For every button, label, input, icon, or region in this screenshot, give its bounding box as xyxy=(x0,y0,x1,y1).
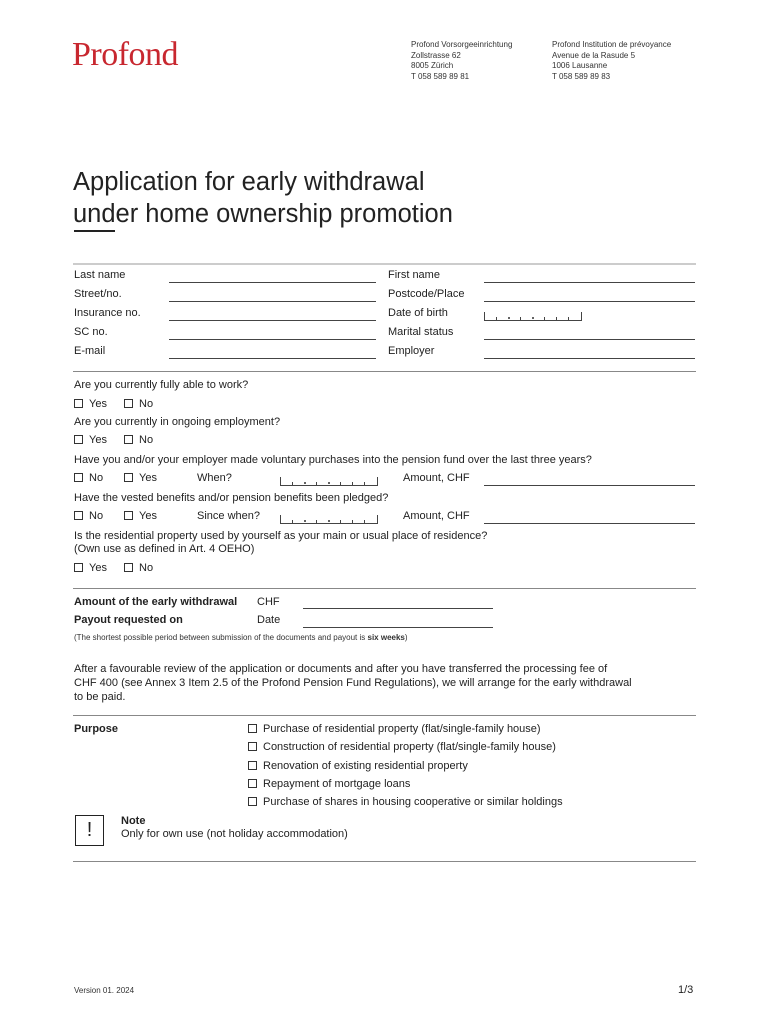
employer-label: Employer xyxy=(388,345,435,357)
note-title: Note xyxy=(121,815,146,827)
first-name-field[interactable] xyxy=(484,282,695,283)
checkbox-icon xyxy=(248,742,257,751)
employer-field[interactable] xyxy=(484,358,695,359)
purpose-option-checkbox[interactable] xyxy=(248,778,410,790)
purpose-option-checkbox[interactable] xyxy=(248,796,563,808)
pledge-date-field[interactable] xyxy=(280,515,378,524)
no-checkbox[interactable] xyxy=(124,562,153,574)
title-underline xyxy=(74,230,115,232)
address-de xyxy=(411,40,512,82)
question-voluntary-purchases: Have you and/or your employer made voluntary purchases into the pension fund over the last three years? xyxy=(74,454,592,466)
currency-label: CHF xyxy=(257,596,280,608)
address-line: Profond Institution de prévoyance xyxy=(552,40,672,49)
payout-note xyxy=(74,633,408,642)
pledge-amount-field[interactable] xyxy=(484,523,695,524)
option-label: No xyxy=(139,398,154,410)
option-label: No xyxy=(89,472,104,484)
title-line-1: Application for early withdrawal xyxy=(73,168,425,196)
payout-date-field[interactable] xyxy=(303,627,493,628)
date-of-birth-label: Date of birth xyxy=(388,307,448,319)
checkbox-icon xyxy=(124,511,133,520)
checkbox-icon xyxy=(248,797,257,806)
divider xyxy=(73,861,696,862)
option-label: Repayment of mortgage loans xyxy=(263,778,411,790)
version-label: Version 01. 2024 xyxy=(74,986,135,995)
option-label: Yes xyxy=(89,562,107,574)
option-label: Yes xyxy=(89,434,107,446)
option-label: Yes xyxy=(89,398,107,410)
option-label: No xyxy=(139,434,154,446)
postcode-label: Postcode/Place xyxy=(388,288,465,300)
address-line: 1006 Lausanne xyxy=(552,61,608,70)
postcode-field[interactable] xyxy=(484,301,695,302)
option-label: Purchase of shares in housing cooperative or similar holdings xyxy=(263,796,563,808)
note-text: (The shortest possible period between submission of the documents and payout is xyxy=(74,633,368,642)
purpose-option-checkbox[interactable] xyxy=(248,723,541,735)
sc-no-field[interactable] xyxy=(169,339,376,340)
page-number: 1/3 xyxy=(678,984,694,996)
checkbox-icon xyxy=(124,473,133,482)
amount-label: Amount, CHF xyxy=(403,472,470,484)
question-pledged: Have the vested benefits and/or pension benefits been pledged? xyxy=(74,492,389,504)
amount-label: Amount, CHF xyxy=(403,510,470,522)
option-label: Purchase of residential property (flat/single-family house) xyxy=(263,723,541,735)
email-label: E-mail xyxy=(74,345,106,357)
address-line: 8005 Zürich xyxy=(411,61,454,70)
address-line: Avenue de la Rasude 5 xyxy=(552,50,636,60)
note-emphasis: six weeks xyxy=(367,633,405,642)
processing-fee-paragraph xyxy=(74,662,632,704)
checkbox-icon xyxy=(248,779,257,788)
paragraph-line: to be paid. xyxy=(74,691,126,703)
option-label: No xyxy=(89,510,104,522)
withdrawal-amount-field[interactable] xyxy=(303,608,493,609)
purpose-label: Purpose xyxy=(74,723,119,735)
checkbox-icon xyxy=(124,435,133,444)
checkbox-icon xyxy=(124,563,133,572)
checkbox-icon xyxy=(74,563,83,572)
profond-logo: Profond xyxy=(72,36,179,73)
yes-checkbox[interactable] xyxy=(124,472,157,484)
paragraph-line: After a favourable review of the application or documents and after you have transferred the processing fee of xyxy=(74,663,608,675)
note-text: ) xyxy=(404,633,408,642)
no-checkbox[interactable] xyxy=(74,472,103,484)
option-label: Yes xyxy=(139,510,157,522)
marital-status-field[interactable] xyxy=(484,339,695,340)
purchase-date-field[interactable] xyxy=(280,477,378,486)
question-employment: Are you currently in ongoing employment? xyxy=(74,416,281,428)
insurance-no-field[interactable] xyxy=(169,320,376,321)
checkbox-icon xyxy=(124,399,133,408)
address-line: T 058 589 89 83 xyxy=(552,71,611,81)
divider xyxy=(73,588,696,589)
when-label: When? xyxy=(197,472,232,484)
since-when-label: Since when? xyxy=(197,510,260,522)
date-label: Date xyxy=(257,614,281,626)
paragraph-line: CHF 400 (see Annex 3 Item 2.5 of the Profond Pension Fund Regulations), we will arrange for the early withdrawal xyxy=(74,677,632,689)
option-label: Yes xyxy=(139,472,157,484)
no-checkbox[interactable] xyxy=(74,510,103,522)
question-own-use: Is the residential property used by yourself as your main or usual place of residence? xyxy=(74,530,488,542)
page-title xyxy=(73,166,453,230)
warning-icon: ! xyxy=(75,815,104,846)
insurance-no-label: Insurance no. xyxy=(74,307,141,319)
divider xyxy=(73,715,696,716)
last-name-field[interactable] xyxy=(169,282,376,283)
checkbox-icon xyxy=(74,399,83,408)
question-able-to-work: Are you currently fully able to work? xyxy=(74,379,249,391)
purpose-option-checkbox[interactable] xyxy=(248,741,556,753)
checkbox-icon xyxy=(74,511,83,520)
divider xyxy=(73,371,696,372)
street-label: Street/no. xyxy=(74,288,122,300)
no-checkbox[interactable] xyxy=(124,398,153,410)
purpose-option-checkbox[interactable] xyxy=(248,760,468,772)
address-line: Zollstrasse 62 xyxy=(411,50,461,60)
address-line: Profond Vorsorgeeinrichtung xyxy=(411,40,513,49)
title-line-2: under home ownership promotion xyxy=(73,200,453,228)
yes-checkbox[interactable] xyxy=(124,510,157,522)
email-field[interactable] xyxy=(169,358,376,359)
yes-checkbox[interactable] xyxy=(74,398,107,410)
divider xyxy=(73,263,696,265)
payout-label: Payout requested on xyxy=(74,614,183,626)
first-name-label: First name xyxy=(388,269,440,281)
date-of-birth-field[interactable] xyxy=(484,312,582,321)
street-field[interactable] xyxy=(169,301,376,302)
note-text: Only for own use (not holiday accommodation) xyxy=(121,828,348,840)
last-name-label: Last name xyxy=(74,269,126,281)
yes-checkbox[interactable] xyxy=(74,434,107,446)
option-label: Renovation of existing residential property xyxy=(263,760,468,772)
question-own-use-note: (Own use as defined in Art. 4 OEHO) xyxy=(74,543,255,555)
no-checkbox[interactable] xyxy=(124,434,153,446)
purchase-amount-field[interactable] xyxy=(484,485,695,486)
address-fr xyxy=(552,40,671,82)
sc-no-label: SC no. xyxy=(74,326,108,338)
amount-withdrawal-label: Amount of the early withdrawal xyxy=(74,596,238,608)
checkbox-icon xyxy=(248,724,257,733)
checkbox-icon xyxy=(74,435,83,444)
checkbox-icon xyxy=(248,761,257,770)
yes-checkbox[interactable] xyxy=(74,562,107,574)
option-label: Construction of residential property (flat/single-family house) xyxy=(263,741,556,753)
marital-status-label: Marital status xyxy=(388,326,454,338)
checkbox-icon xyxy=(74,473,83,482)
option-label: No xyxy=(139,562,154,574)
address-line: T 058 589 89 81 xyxy=(411,71,470,81)
